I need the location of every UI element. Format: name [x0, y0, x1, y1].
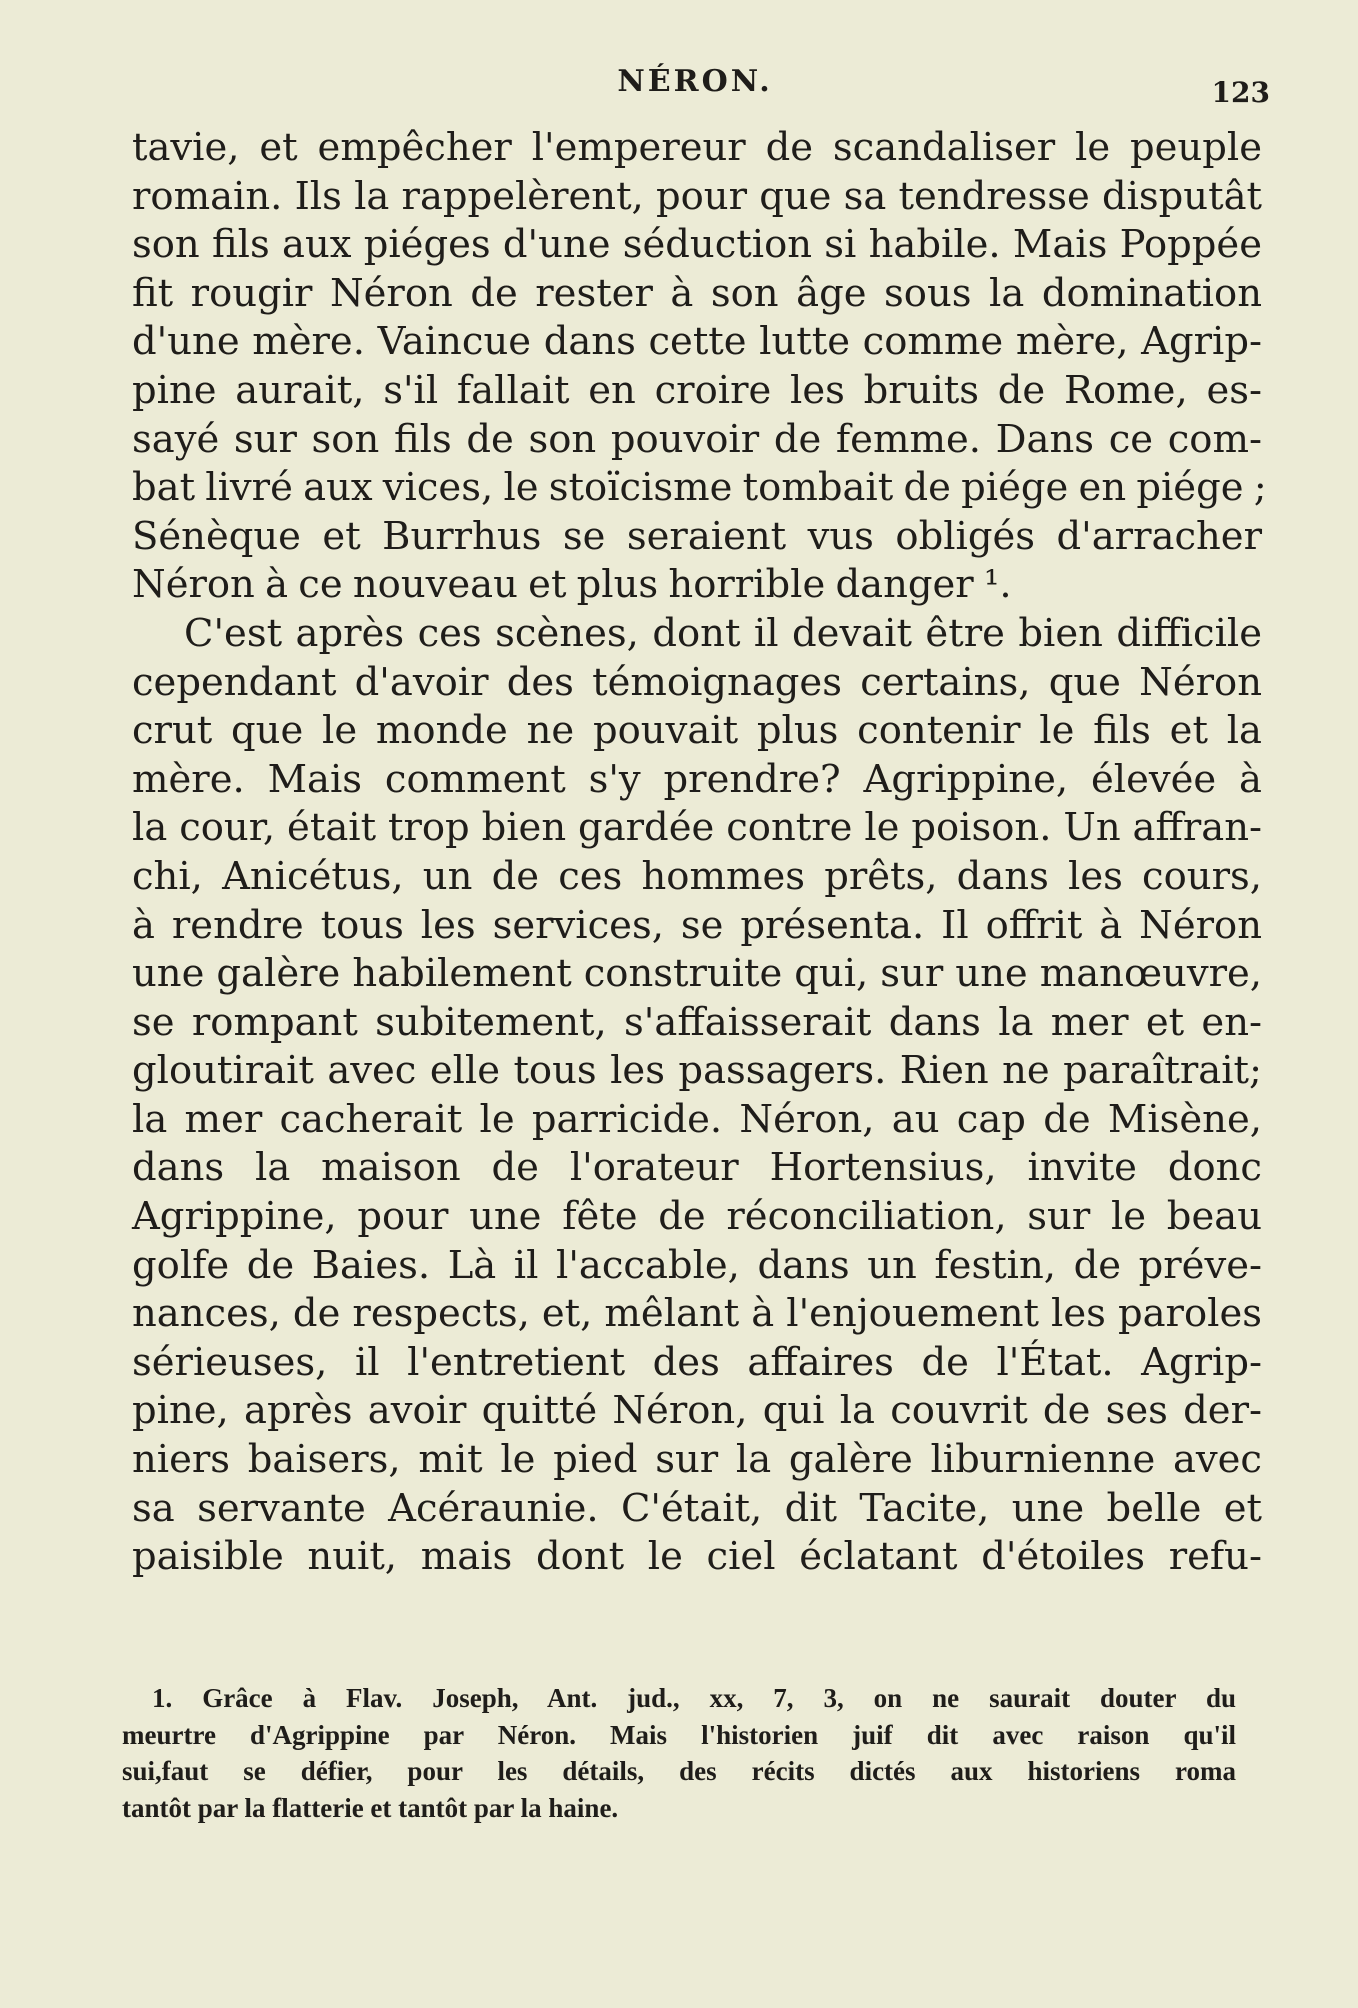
text-line: une galère habilement construite qui, sur une manœuvre,: [132, 951, 1262, 997]
text-line: se rompant subitement, s'affaisserait dans la mer et en-: [132, 999, 1262, 1045]
text-line: Sénèque et Burrhus se seraient vus obligés d'arracher: [132, 513, 1262, 559]
text-line: niers baisers, mit le pied sur la galère liburnienne avec: [132, 1437, 1262, 1483]
footnote-line: sui,faut se défier, pour les détails, des récits dictés aux historiens roma: [122, 1756, 1236, 1786]
text-line: son fils aux piéges d'une séduction si habile. Mais Poppée: [132, 222, 1262, 268]
text-line: fit rougir Néron de rester à son âge sous la domination: [132, 270, 1262, 316]
text-line: crut que le monde ne pouvait plus contenir le fils et la: [132, 708, 1262, 754]
text-line: à rendre tous les services, se présenta. Il offrit à Néron: [132, 902, 1262, 948]
text-line: chi, Anicétus, un de ces hommes prêts, dans les cours,: [132, 853, 1262, 899]
body-text: [132, 124, 1267, 1582]
text-line: la mer cacherait le parricide. Néron, au cap de Misène,: [132, 1096, 1262, 1142]
page-number: 123: [1211, 76, 1270, 109]
text-line: sa servante Acéraunie. C'était, dit Tacite, une belle et: [132, 1485, 1262, 1531]
footnotes: [122, 1680, 1236, 1826]
text-line: dans la maison de l'orateur Hortensius, invite donc: [132, 1145, 1262, 1191]
text-line: sayé sur son fils de son pouvoir de femme. Dans ce com-: [132, 416, 1262, 462]
text-line: gloutirait avec elle tous les passagers. Rien ne paraîtrait;: [132, 1048, 1262, 1094]
text-line: Agrippine, pour une fête de réconciliation, sur le beau: [132, 1194, 1262, 1240]
text-line: golfe de Baies. Là il l'accable, dans un festin, de préve-: [132, 1242, 1262, 1288]
text-line: Néron à ce nouveau et plus horrible danger ¹.: [132, 562, 1012, 608]
text-line: pine, après avoir quitté Néron, qui la couvrit de ses der-: [132, 1388, 1262, 1434]
text-line: bat livré aux vices, le stoïcisme tombait de piége en piége ;: [132, 465, 1267, 511]
text-line: paisible nuit, mais dont le ciel éclatant d'étoiles refu-: [132, 1534, 1262, 1580]
page-header: [120, 64, 1270, 114]
footnote-line: 1. Grâce à Flav. Joseph, Ant. jud., xx, 7, 3, on ne saurait douter du: [152, 1683, 1236, 1713]
text-line: la cour, était trop bien gardée contre le poison. Un affran-: [132, 805, 1262, 851]
text-line: romain. Ils la rappelèrent, pour que sa tendresse disputât: [132, 173, 1262, 219]
footnote-line: meurtre d'Agrippine par Néron. Mais l'historien juif dit avec raison qu'il: [122, 1719, 1236, 1750]
text-line: nances, de respects, et, mêlant à l'enjouement les paroles: [132, 1291, 1262, 1337]
text-line: tavie, et empêcher l'empereur de scandaliser le peuple: [132, 125, 1262, 170]
text-line: mère. Mais comment s'y prendre? Agrippine, élevée à: [132, 756, 1262, 802]
text-line: pine aurait, s'il fallait en croire les bruits de Rome, es-: [132, 367, 1262, 413]
text-line: cependant d'avoir des témoignages certains, que Néron: [132, 659, 1262, 705]
text-line: sérieuses, il l'entretient des affaires de l'État. Agrip-: [132, 1339, 1262, 1385]
text-line: C'est après ces scènes, dont il devait être bien difficile: [184, 610, 1262, 656]
text-line: d'une mère. Vaincue dans cette lutte comme mère, Agrip-: [132, 319, 1262, 365]
running-title: NÉRON.: [617, 64, 773, 99]
footnote-line: tantôt par la flatterie et tantôt par la haine.: [122, 1792, 619, 1823]
